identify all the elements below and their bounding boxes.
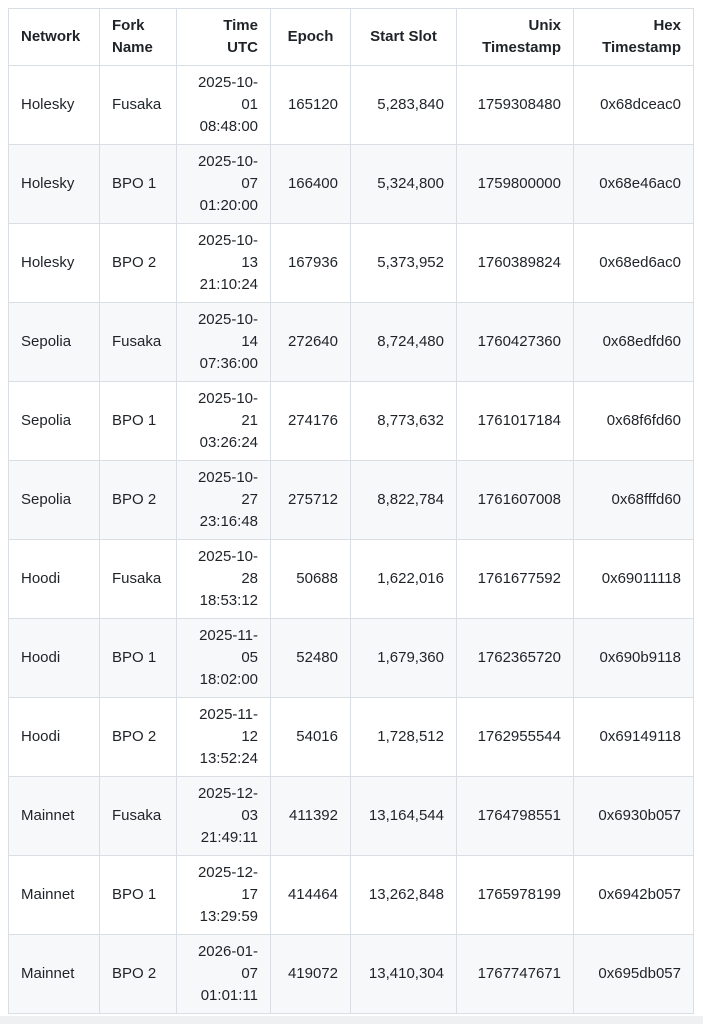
time-date: 2025-10- [197, 390, 258, 407]
cell-unix-timestamp: 1761677592 [457, 540, 574, 619]
cell-hex-timestamp: 0x68dceac0 [574, 66, 694, 145]
cell-time-utc [177, 935, 271, 1014]
time-day: 14 [241, 333, 258, 350]
time-day: 17 [241, 886, 258, 903]
time-clock: 13:29:59 [199, 908, 258, 925]
cell-hex-timestamp: 0x690b9118 [574, 619, 694, 698]
header-hex-timestamp: Hex Timestamp [574, 9, 694, 66]
time-day: 12 [241, 728, 258, 745]
cell-unix-timestamp: 1764798551 [457, 777, 574, 856]
time-clock: 21:49:11 [200, 829, 258, 846]
cell-time-utc [177, 303, 271, 382]
table-row [9, 224, 694, 303]
table-row [9, 698, 694, 777]
cell-time-utc [177, 224, 271, 303]
cell-start-slot: 5,283,840 [351, 66, 457, 145]
cell-fork-name: BPO 2 [100, 224, 177, 303]
time-day: 01 [241, 96, 258, 113]
cell-fork-name: Fusaka [100, 303, 177, 382]
cell-time-utc [177, 540, 271, 619]
cell-unix-timestamp: 1762955544 [457, 698, 574, 777]
time-date: 2025-10- [197, 548, 258, 565]
cell-epoch: 166400 [271, 145, 351, 224]
cell-epoch: 419072 [271, 935, 351, 1014]
cell-epoch: 272640 [271, 303, 351, 382]
time-date: 2025-12- [197, 785, 258, 802]
cell-fork-name: Fusaka [100, 66, 177, 145]
cell-network: Hoodi [9, 540, 100, 619]
cell-hex-timestamp: 0x69011118 [574, 540, 694, 619]
table-row [9, 856, 694, 935]
fork-schedule-table-container [8, 8, 693, 1014]
time-day: 13 [241, 254, 258, 271]
cell-time-utc [177, 698, 271, 777]
cell-epoch: 54016 [271, 698, 351, 777]
cell-fork-name: Fusaka [100, 777, 177, 856]
cell-unix-timestamp: 1759308480 [457, 66, 574, 145]
cell-time-utc [177, 777, 271, 856]
header-epoch: Epoch [271, 9, 351, 66]
cell-network: Hoodi [9, 619, 100, 698]
cell-unix-timestamp: 1760427360 [457, 303, 574, 382]
cell-start-slot: 8,724,480 [351, 303, 457, 382]
time-date: 2025-11- [199, 627, 258, 644]
time-clock: 08:48:00 [199, 118, 258, 135]
header-start-slot: Start Slot [351, 9, 457, 66]
time-date: 2025-12- [197, 864, 258, 881]
cell-fork-name: BPO 2 [100, 935, 177, 1014]
cell-time-utc [177, 145, 271, 224]
cell-start-slot: 13,262,848 [351, 856, 457, 935]
cell-hex-timestamp: 0x6942b057 [574, 856, 694, 935]
cell-network: Hoodi [9, 698, 100, 777]
time-day: 28 [241, 570, 258, 587]
header-row [9, 9, 694, 66]
time-date: 2025-10- [197, 232, 258, 249]
cell-time-utc [177, 856, 271, 935]
cell-start-slot: 1,728,512 [351, 698, 457, 777]
cell-epoch: 165120 [271, 66, 351, 145]
cell-unix-timestamp: 1761017184 [457, 382, 574, 461]
time-date: 2025-10- [197, 311, 258, 328]
time-date: 2025-10- [197, 74, 258, 91]
cell-fork-name: BPO 2 [100, 461, 177, 540]
table-row [9, 935, 694, 1014]
cell-fork-name: BPO 1 [100, 856, 177, 935]
table-body [9, 66, 694, 1014]
time-clock: 13:52:24 [199, 750, 258, 767]
cell-fork-name: BPO 1 [100, 619, 177, 698]
header-network: Network [9, 9, 100, 66]
cell-epoch: 167936 [271, 224, 351, 303]
cell-network: Sepolia [9, 461, 100, 540]
cell-time-utc [177, 461, 271, 540]
cell-network: Holesky [9, 66, 100, 145]
time-date: 2025-11- [199, 706, 258, 723]
time-date: 2025-10- [197, 469, 258, 486]
cell-network: Mainnet [9, 935, 100, 1014]
table-row [9, 619, 694, 698]
cell-network: Mainnet [9, 777, 100, 856]
cell-time-utc [177, 66, 271, 145]
time-day: 05 [241, 649, 258, 666]
cell-time-utc [177, 619, 271, 698]
time-day: 21 [241, 412, 258, 429]
cell-hex-timestamp: 0x68e46ac0 [574, 145, 694, 224]
cell-start-slot: 5,373,952 [351, 224, 457, 303]
time-clock: 21:10:24 [199, 276, 258, 293]
time-clock: 18:53:12 [199, 592, 258, 609]
table-header [9, 9, 694, 66]
table-row [9, 461, 694, 540]
time-day: 27 [241, 491, 258, 508]
fork-schedule-table [8, 8, 694, 1014]
cell-unix-timestamp: 1767747671 [457, 935, 574, 1014]
table-row [9, 540, 694, 619]
cell-fork-name: BPO 2 [100, 698, 177, 777]
header-unix-timestamp: Unix Timestamp [457, 9, 574, 66]
cell-hex-timestamp: 0x695db057 [574, 935, 694, 1014]
cell-start-slot: 8,773,632 [351, 382, 457, 461]
table-row [9, 382, 694, 461]
cell-network: Mainnet [9, 856, 100, 935]
bottom-scroll-area [0, 1016, 703, 1024]
cell-epoch: 274176 [271, 382, 351, 461]
cell-start-slot: 1,679,360 [351, 619, 457, 698]
time-clock: 03:26:24 [199, 434, 258, 451]
cell-start-slot: 1,622,016 [351, 540, 457, 619]
cell-unix-timestamp: 1765978199 [457, 856, 574, 935]
time-clock: 23:16:48 [199, 513, 258, 530]
time-date: 2025-10- [197, 153, 258, 170]
cell-hex-timestamp: 0x68ed6ac0 [574, 224, 694, 303]
cell-unix-timestamp: 1761607008 [457, 461, 574, 540]
time-day: 03 [241, 807, 258, 824]
cell-fork-name: BPO 1 [100, 382, 177, 461]
cell-fork-name: BPO 1 [100, 145, 177, 224]
cell-network: Sepolia [9, 303, 100, 382]
cell-unix-timestamp: 1762365720 [457, 619, 574, 698]
cell-epoch: 275712 [271, 461, 351, 540]
cell-hex-timestamp: 0x69149118 [574, 698, 694, 777]
cell-start-slot: 13,164,544 [351, 777, 457, 856]
cell-epoch: 414464 [271, 856, 351, 935]
time-clock: 01:01:11 [200, 987, 258, 1004]
cell-start-slot: 5,324,800 [351, 145, 457, 224]
header-time-utc: Time UTC [177, 9, 271, 66]
cell-hex-timestamp: 0x68fffd60 [574, 461, 694, 540]
cell-hex-timestamp: 0x6930b057 [574, 777, 694, 856]
cell-network: Holesky [9, 145, 100, 224]
cell-time-utc [177, 382, 271, 461]
cell-epoch: 52480 [271, 619, 351, 698]
table-row [9, 303, 694, 382]
cell-epoch: 50688 [271, 540, 351, 619]
time-day: 07 [241, 965, 258, 982]
cell-hex-timestamp: 0x68edfd60 [574, 303, 694, 382]
table-row [9, 66, 694, 145]
cell-fork-name: Fusaka [100, 540, 177, 619]
cell-network: Holesky [9, 224, 100, 303]
cell-start-slot: 8,822,784 [351, 461, 457, 540]
cell-start-slot: 13,410,304 [351, 935, 457, 1014]
cell-epoch: 411392 [271, 777, 351, 856]
cell-unix-timestamp: 1760389824 [457, 224, 574, 303]
time-clock: 18:02:00 [199, 671, 258, 688]
table-row [9, 777, 694, 856]
cell-network: Sepolia [9, 382, 100, 461]
cell-unix-timestamp: 1759800000 [457, 145, 574, 224]
time-date: 2026-01- [197, 943, 258, 960]
table-row [9, 145, 694, 224]
time-clock: 07:36:00 [199, 355, 258, 372]
time-day: 07 [241, 175, 258, 192]
header-fork-name: Fork Name [100, 9, 177, 66]
cell-hex-timestamp: 0x68f6fd60 [574, 382, 694, 461]
time-clock: 01:20:00 [199, 197, 258, 214]
